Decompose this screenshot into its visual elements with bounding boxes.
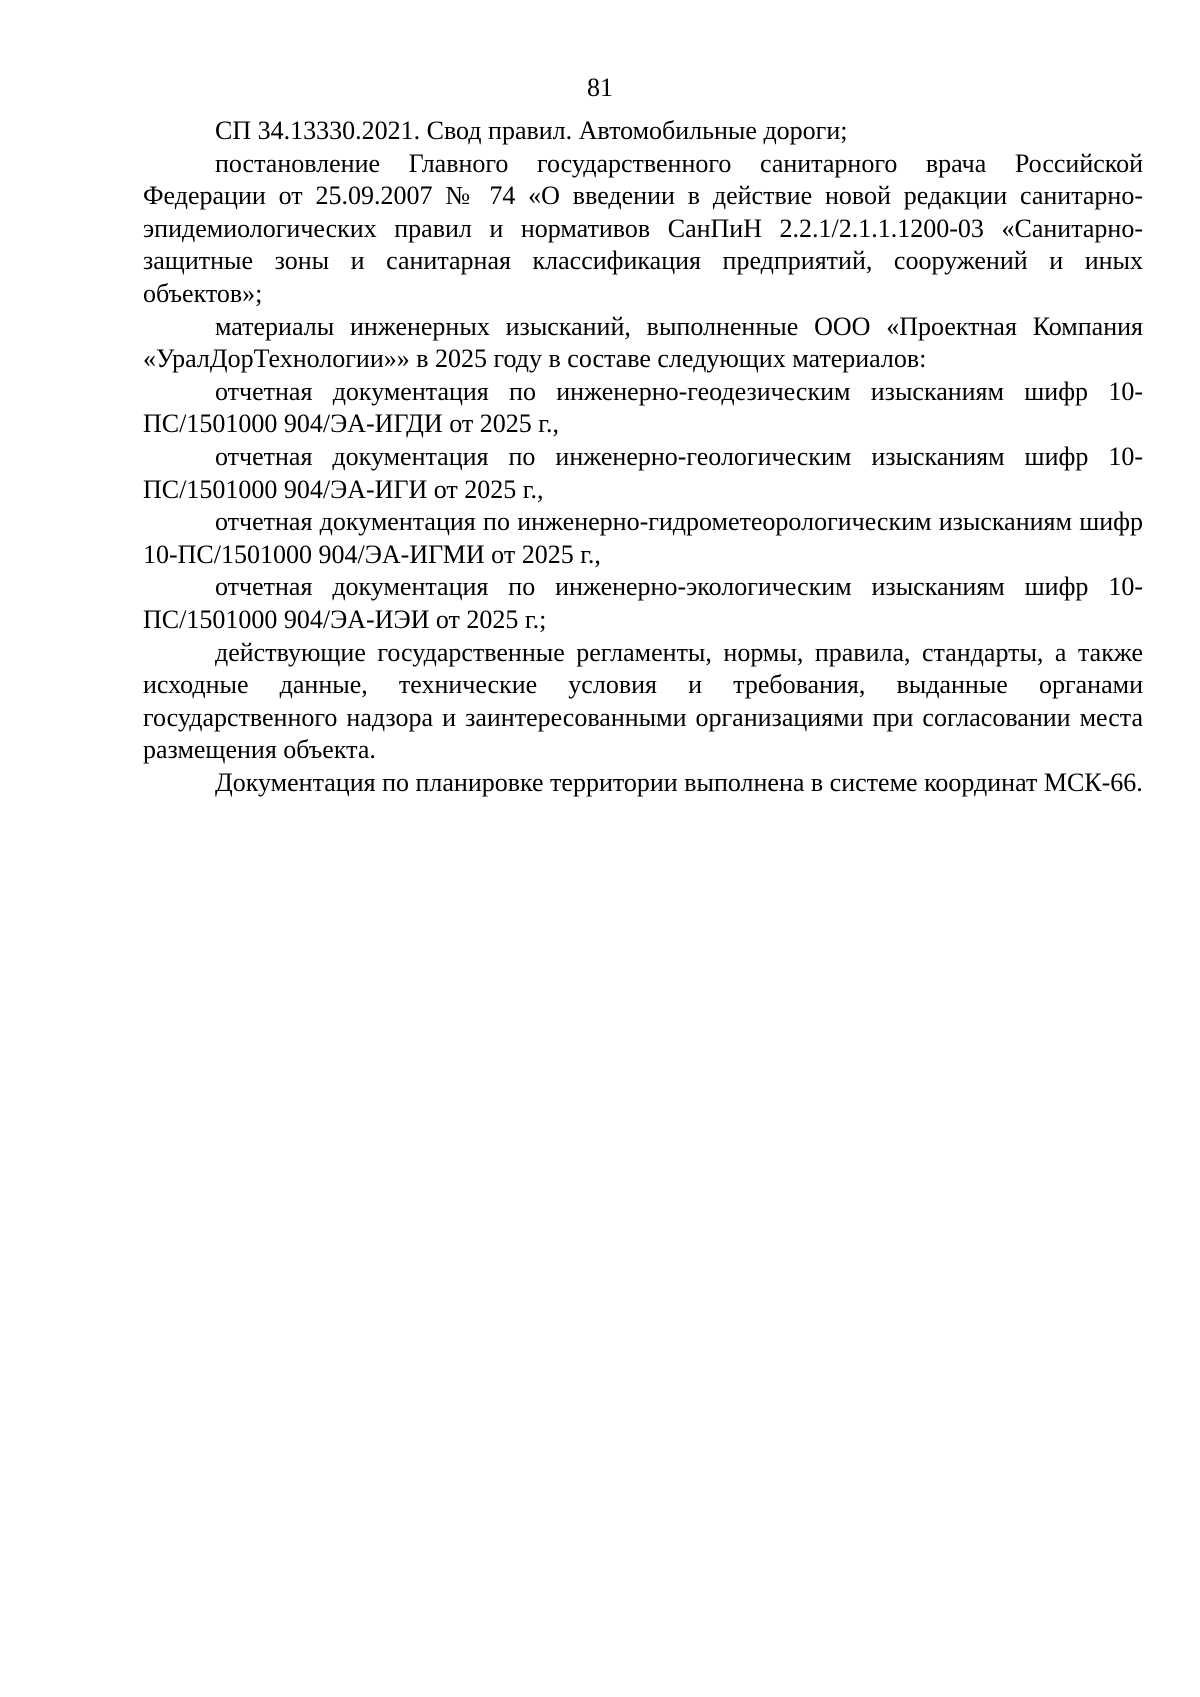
paragraph-geological-survey: отчетная документация по инженерно-геологическим изысканиям шифр 10-ПС/1501000 904/ЭА-ИГИ от 2025 г.,	[143, 441, 1143, 504]
paragraph-hydrometeorological-survey: отчетная документация по инженерно-гидрометеорологическим изысканиям шифр 10-ПС/1501000 904/ЭА-ИГМИ от 2025 г.,	[143, 507, 1143, 569]
paragraph-ecological-survey: отчетная документация по инженерно-экологическим изысканиям шифр 10-ПС/1501000 904/ЭА-ИЭИ от 2025 г.;	[143, 572, 1143, 634]
paragraph-sanpin-resolution: постановление Главного государственного санитарного врача Российской Федерации от 25.09.2007 № 74 «О введении в действие новой редакции санитарно-эпидемиологических правил и нормативов СанПиН 2.2.1/2.1.1.1200-03 «Санитарно-защитные зоны и санитарная классификация предприятий, сооружений и иных объектов»;	[143, 148, 1143, 308]
paragraph-geodetic-survey: отчетная документация по инженерно-геодезическим изысканиям шифр 10-ПС/1501000 904/ЭА-ИГДИ от 2025 г.,	[143, 376, 1143, 439]
paragraph-sp-reference: СП 34.13330.2021. Свод правил. Автомобильные дороги;	[215, 116, 848, 145]
paragraph-survey-materials: материалы инженерных изысканий, выполненные ООО «Проектная Компания «УралДорТехнологии»» в 2025 году в составе следующих материалов:	[143, 311, 1143, 374]
document-body	[143, 115, 1143, 799]
page-number: 81	[587, 73, 613, 102]
paragraph-regulations: действующие государственные регламенты, нормы, правила, стандарты, а также исходные данные, технические условия и требования, выданные органами государственного надзора и заинтересованными организациями при согласовании места размещения объекта.	[143, 637, 1143, 765]
paragraph-coordinate-system: Документация по планировке территории выполнена в системе координат МСК-66.	[215, 767, 1143, 797]
